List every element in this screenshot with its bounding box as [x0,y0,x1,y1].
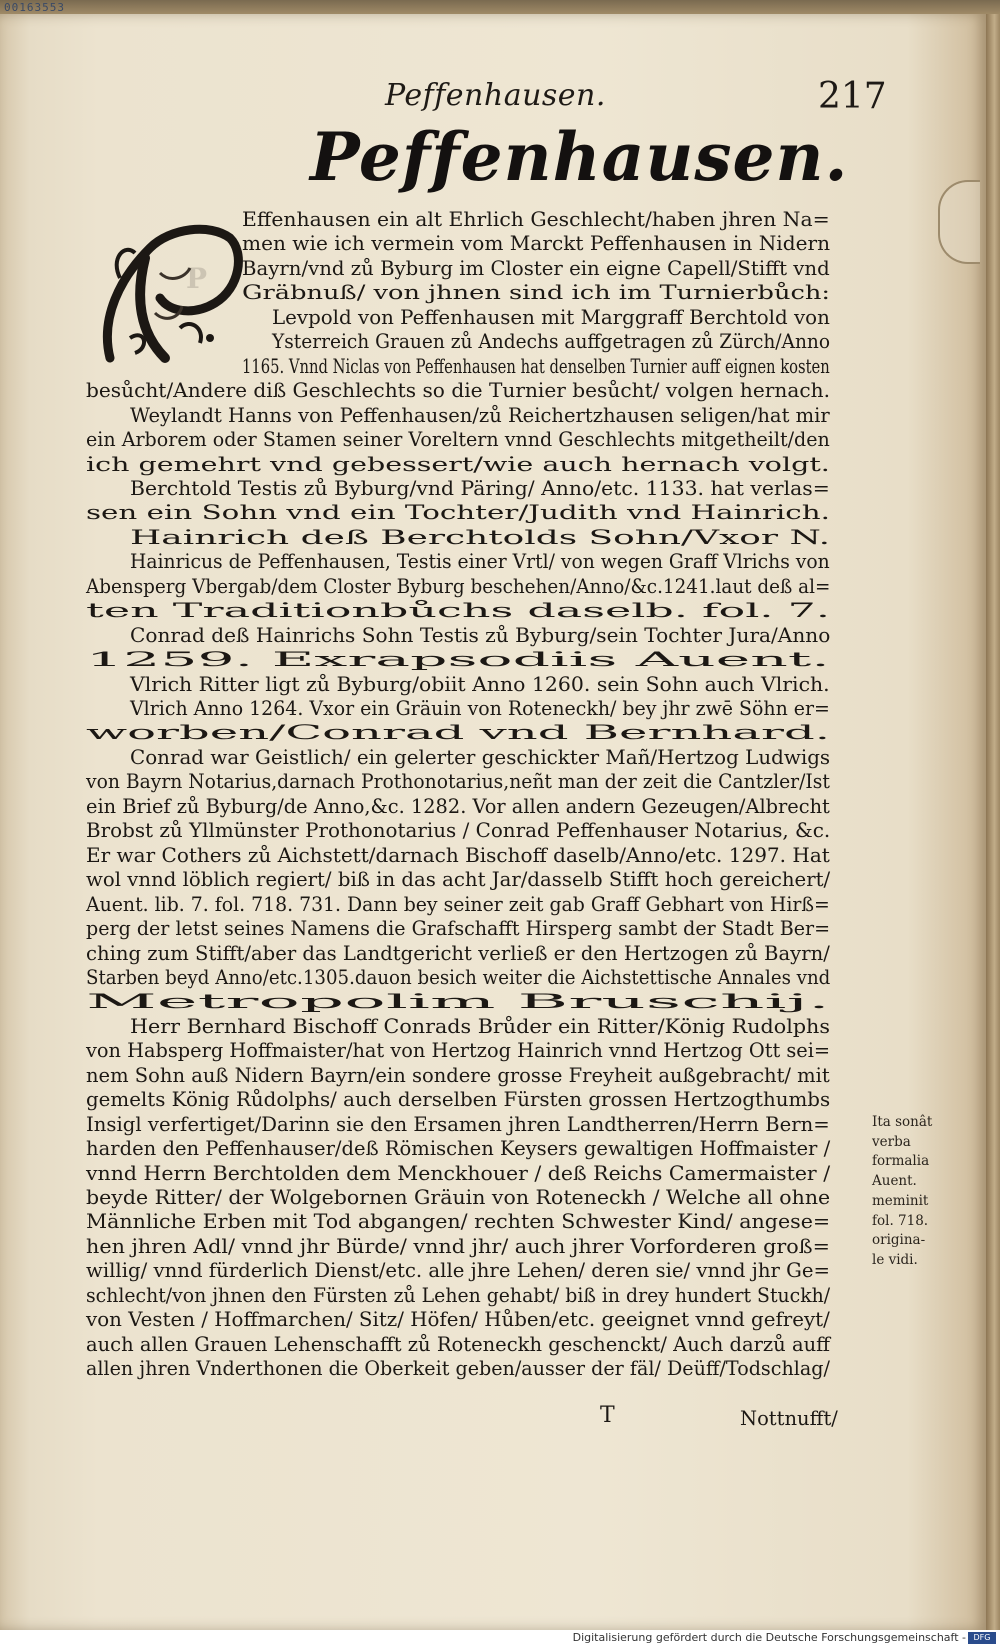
text-line: Metropolim Bruschij. [86,990,830,1014]
margin-note: Ita sonât verba formalia Auent. meminit fol. 718. origina- le vidi. [872,1114,933,1268]
text-line: Er war Cothers zů Aichstett/darnach Bischoff daselb/Anno/etc. 1297. Hat [86,843,830,867]
text-line: besůcht/Andere diß Geschlechts so die Turnier besůcht/ volgen hernach. [86,379,830,403]
text-line: vnnd Herrn Berchtolden dem Menckhouer / deß Reichs Camermaister / [86,1161,831,1185]
initial-letter: P [186,262,208,295]
text-line: Vlrich Ritter ligt zů Byburg/obiit Anno 1260. sein Sohn auch Vlrich. [130,672,830,696]
text-line: schlecht/von jhnen den Fürsten zů Lehen gehabt/ biß in drey hundert Stuckh/ [86,1283,831,1307]
text-line: Levpold von Peffenhausen mit Marggraff Berchtold von [272,305,830,329]
text-line: von Vesten / Hoffmarchen/ Sitz/ Höfen/ Hůben/etc. geeignet vnnd gefreyt/ [86,1308,830,1332]
text-line: worben/Conrad vnd Bernhard. [86,721,831,745]
text-line: 1259. Exrapsodiis Auent. [86,648,830,672]
text-line: Brobst zů Yllmünster Prothonotarius / Conrad Peffenhauser Notarius, &c. [86,819,831,843]
text-line: von Habsperg Hoffmaister/hat von Hertzog Hainrich vnnd Hertzog Ott sei= [86,1039,831,1063]
text-line: Conrad deß Hainrichs Sohn Testis zů Byburg/sein Tochter Jura/Anno [130,623,831,647]
footer-credit: Digitalisierung gefördert durch die Deutsche Forschungsgemeinschaft - [572,1631,966,1644]
text-line: 1165. Vnnd Niclas von Peffenhausen hat denselben Turnier auff eignen kosten [242,354,830,378]
text-line: harden den Peffenhauser/deß Römischen Keysers gewaltigen Hoffmaister / [86,1137,831,1161]
main-title: Peffenhausen. [310,118,849,196]
text-line: ten Traditionbůchs daselb. fol. 7. [86,599,830,623]
text-line: sen ein Sohn vnd ein Tochter/Judith vnd Hainrich. [86,501,830,525]
text-line: allen jhren Vnderthonen die Oberkeit geben/ausser der fäl/ Deüff/Todschlag/ [86,1357,830,1381]
text-line: gemelts König Růdolphs/ auch derselben Fürsten grossen Hertzogthumbs [86,1088,831,1112]
text-line: wol vnnd löblich regiert/ biß in das acht Jar/dasselb Stifft hoch gereichert/ [86,868,831,892]
text-line: Hainrich deß Berchtolds Sohn/Vxor N. [130,525,831,549]
text-line: Berchtold Testis zů Byburg/vnd Päring/ Anno/etc. 1133. hat verlas= [130,476,830,500]
text-line: Hainricus de Peffenhausen, Testis einer Vrtl/ von wegen Graff Vlrichs von [130,550,830,574]
text-line: men wie ich vermein vom Marckt Peffenhausen in Nidern [242,232,831,256]
text-line: Vlrich Anno 1264. Vxor ein Gräuin von Roteneckh/ bey jhr zwē Söhn er= [130,697,830,720]
text-line: ein Arborem oder Stamen seiner Voreltern vnnd Geschlechts mitgetheilt/den [86,428,830,452]
text-line: Abensperg Vbergab/dem Closter Byburg beschehen/Anno/&c.1241.laut deß al= [86,574,831,598]
signature-mark: T [600,1403,615,1428]
catalog-id: 00163553 [4,1,65,14]
text-line: auch allen Grauen Lehenschafft zů Roteneckh geschenckt/ Auch darzů auff [86,1332,830,1356]
page-number: 217 [818,76,887,117]
text-line: Ysterreich Grauen zů Andechs auffgetragen zů Zürch/Anno [272,330,831,354]
text-line: Insigl verfertiget/Darinn sie den Ersamen jhren Landtherren/Herrn Bern= [86,1112,830,1136]
catchword: Nottnufft/ [740,1407,838,1430]
text-line: nem Sohn auß Nidern Bayrn/ein sondere grosse Freyheit außgebracht/ mit [86,1063,830,1087]
page-edge [986,14,1000,1630]
text-line: ein Brief zů Byburg/de Anno,&c. 1282. Vor allen andern Gezeugen/Albrecht [86,794,830,818]
text-line: ching zum Stifft/aber das Landtgericht verließ er den Hertzogen zů Bayrn/ [86,941,830,965]
text-line: perg der letst seines Namens die Grafschafft Hirsperg sambt der Stadt Ber= [86,917,831,941]
running-title: Peffenhausen. [385,78,606,113]
text-line: willig/ vnnd fürderlich Dienst/etc. alle jhre Lehen/ deren sie/ vnnd jhr Ge= [86,1259,831,1283]
text-line: Auent. lib. 7. fol. 718. 731. Dann bey seiner zeit gab Graff Gebhart von Hirß= [86,892,830,916]
text-line: beyde Ritter/ der Wolgebornen Gräuin von Roteneckh / Welche all ohne [86,1186,831,1209]
text-line: von Bayrn Notarius,darnach Prothonotarius,neñt man der zeit die Cantzler/Ist [86,770,830,794]
text-line: hen jhren Adl/ vnnd jhr Bürde/ vnnd jhr/ auch jhrer Vorforderen groß= [86,1234,830,1258]
decorated-initial [90,218,248,370]
text-line: Weylandt Hanns von Peffenhausen/zů Reichertzhausen seligen/hat mir [130,403,830,427]
page-tab-mark [938,180,980,264]
text-line: Conrad war Geistlich/ ein gelerter geschickter Mañ/Hertzog Ludwigs [130,745,831,769]
text-line: Starben beyd Anno/etc.1305.dauon besich weiter die Aichstettische Annales vnd [86,965,831,989]
text-line: Gräbnuß/ von jhnen sind ich im Turnierbůch: [242,281,831,305]
text-line: Männliche Erben mit Tod abgangen/ rechten Schwester Kind/ angese= [86,1210,831,1234]
text-line: Bayrn/vnd zů Byburg im Closter ein eigne Capell/Stifft vnd [242,256,830,280]
dfg-logo: DFG [968,1632,996,1644]
text-line: Herr Bernhard Bischoff Conrads Brůder ein Ritter/König Rudolphs [130,1014,830,1038]
text-line: ich gemehrt vnd gebessert/wie auch hernach volgt. [86,452,830,476]
text-line: Effenhausen ein alt Ehrlich Geschlecht/haben jhren Na= [242,208,830,231]
